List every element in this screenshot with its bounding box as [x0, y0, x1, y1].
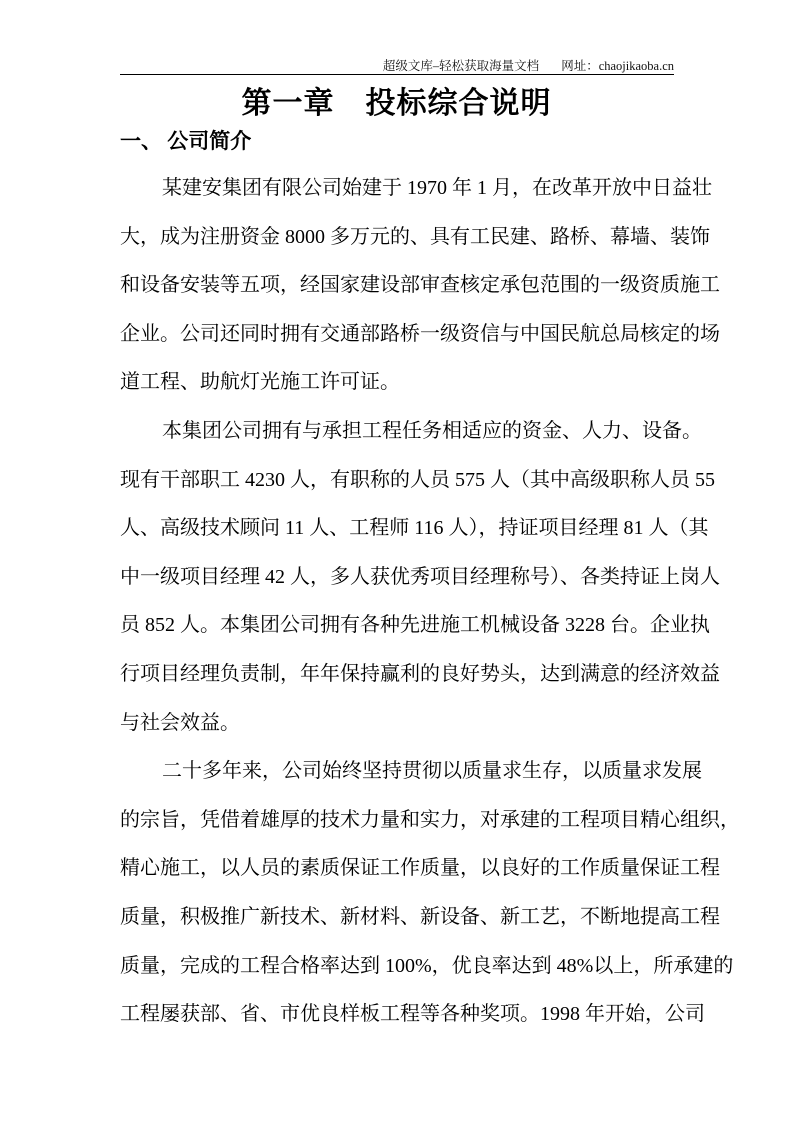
paragraph-line: 与社会效益。 — [120, 711, 240, 734]
chapter-title: 第一章 投标综合说明 — [241, 87, 552, 120]
header-left: 超级文库–轻松获取海量文档 — [382, 59, 540, 73]
paragraph-line: 道工程、助航灯光施工许可证。 — [120, 371, 400, 394]
paragraph-line: 某建安集团有限公司始建于 1970 年 1 月，在改革开放中日益壮 — [162, 177, 712, 199]
document-body — [120, 172, 740, 1047]
paragraph-line: 质量，积极推广新技术、新材料、新设备、新工艺，不断地提高工程 — [120, 905, 720, 928]
paragraph-line: 员 852 人。本集团公司拥有各种先进施工机械设备 3228 台。企业执 — [120, 614, 710, 637]
paragraph-line: 二十多年来，公司始终坚持贯彻以质量求生存，以质量求发展 — [162, 760, 702, 783]
paragraph-line: 的宗旨，凭借着雄厚的技术力量和实力，对承建的工程项目精心组织， — [120, 808, 740, 831]
paragraph-line: 行项目经理负责制，年年保持赢利的良好势头，达到满意的经济效益 — [120, 662, 720, 685]
header-right: 网址：chaojikaoba.cn — [561, 59, 674, 73]
paragraph-line: 中一级项目经理 42 人，多人获优秀项目经理称号）、各类持证上岗人 — [120, 565, 720, 588]
paragraph-line: 质量，完成的工程合格率达到 100%，优良率达到 48%以上，所承建的 — [120, 954, 734, 977]
header-rule — [120, 74, 674, 75]
paragraph-line: 精心施工，以人员的素质保证工作质量，以良好的工作质量保证工程 — [120, 857, 720, 880]
section-heading: 一、 公司简介 — [120, 129, 252, 153]
paragraph-line: 工程屡获部、省、市优良样板工程等各种奖项。1998 年开始，公司 — [120, 1003, 705, 1026]
paragraph-line: 现有干部职工 4230 人，有职称的人员 575 人（其中高级职称人员 55 — [120, 468, 715, 491]
paragraph-line: 企业。公司还同时拥有交通部路桥一级资信与中国民航总局核定的场 — [120, 322, 720, 345]
paragraph-line: 人、高级技术顾问 11 人、工程师 116 人），持证项目经理 81 人（其 — [120, 517, 709, 540]
page-header — [120, 56, 674, 74]
paragraph-line: 和设备安装等五项，经国家建设部审查核定承包范围的一级资质施工 — [120, 274, 720, 297]
paragraph-line: 大，成为注册资金 8000 多万元的、具有工民建、路桥、幕墙、装饰 — [120, 225, 710, 248]
paragraph-line: 本集团公司拥有与承担工程任务相适应的资金、人力、设备。 — [162, 419, 702, 442]
